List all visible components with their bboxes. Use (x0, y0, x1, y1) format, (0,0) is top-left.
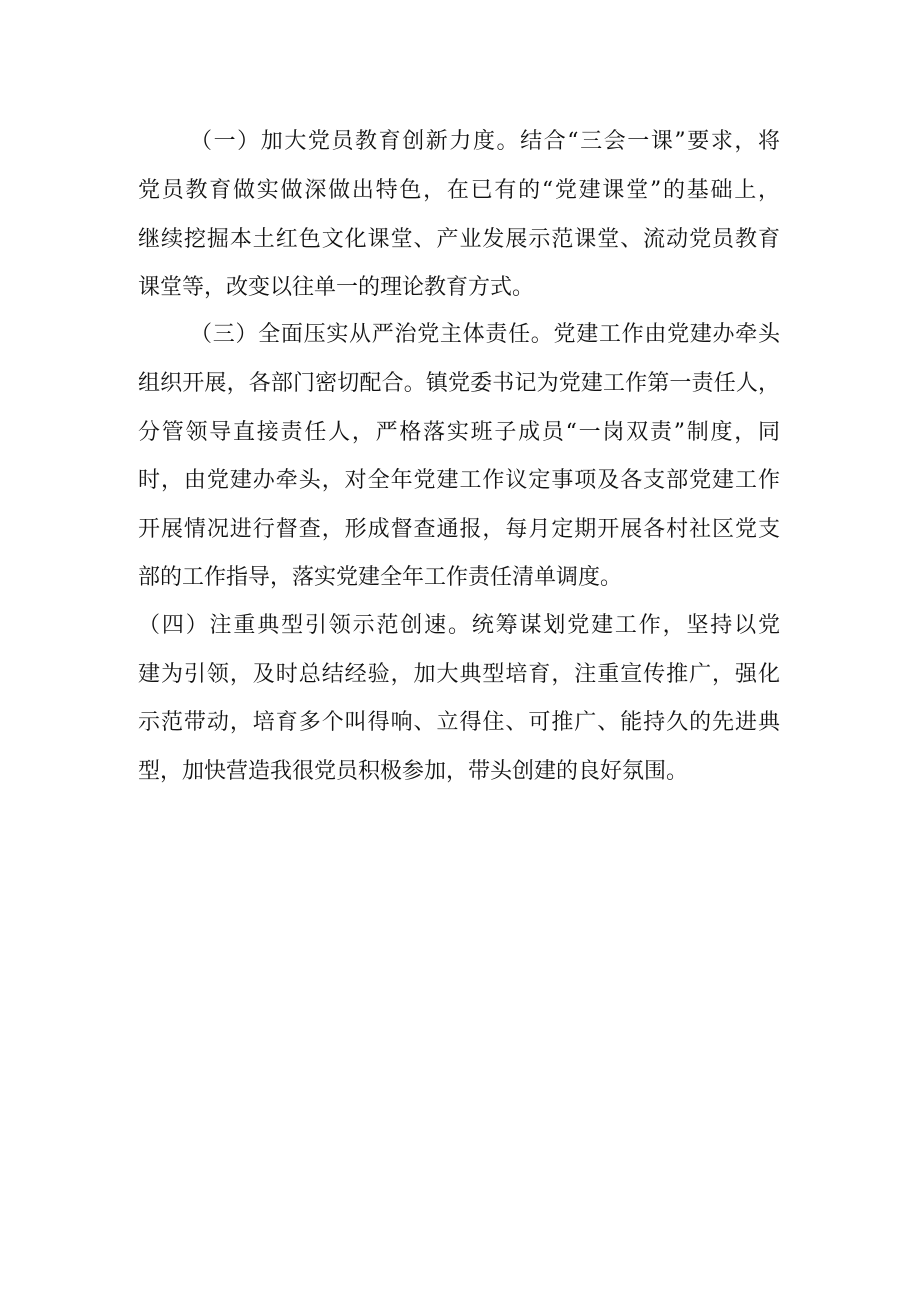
paragraph-line: 组织开展，各部门密切配合。镇党委书记为党建工作第一责任人， (138, 371, 781, 396)
paragraph-line: 分管领导直接责任人，严格落实班子成员“一岗双责”制度，同 (138, 420, 782, 445)
paragraph-line: （一）加大党员教育创新力度。结合“三会一课”要求，将 (190, 129, 782, 154)
paragraph-line: 时，由党建办牵头，对全年党建工作议定事项及各支部党建工作 (138, 468, 781, 493)
paragraph-line: 建为引领，及时总结经验，加大典型培育，注重宣传推广，强化 (138, 662, 781, 687)
paragraph-line: （三）全面压实从严治党主体责任。党建工作由党建办牵头 (190, 322, 781, 347)
paragraph-line: 课堂等，改变以往单一的理论教育方式。 (138, 275, 535, 300)
paragraph-line: 继续挖掘本土红色文化课堂、产业发展示范课堂、流动党员教育 (138, 227, 781, 252)
paragraph-line: 型，加快营造我很党员积极参加，带头创建的良好氛围。 (138, 759, 689, 784)
paragraph-line: 部的工作指导，落实党建全年工作责任清单调度。 (138, 565, 623, 590)
paragraph-line: 示范带动，培育多个叫得响、立得住、可推广、能持久的先进典 (138, 710, 781, 735)
paragraph-line: 党员教育做实做深做出特色，在已有的“党建课堂”的基础上， (138, 178, 782, 203)
paragraph-line: 开展情况进行督查，形成督查通报，每月定期开展各村社区党支 (138, 517, 781, 542)
paragraph-line: （四）注重典型引领示范创速。统筹谋划党建工作，坚持以党 (138, 613, 782, 638)
